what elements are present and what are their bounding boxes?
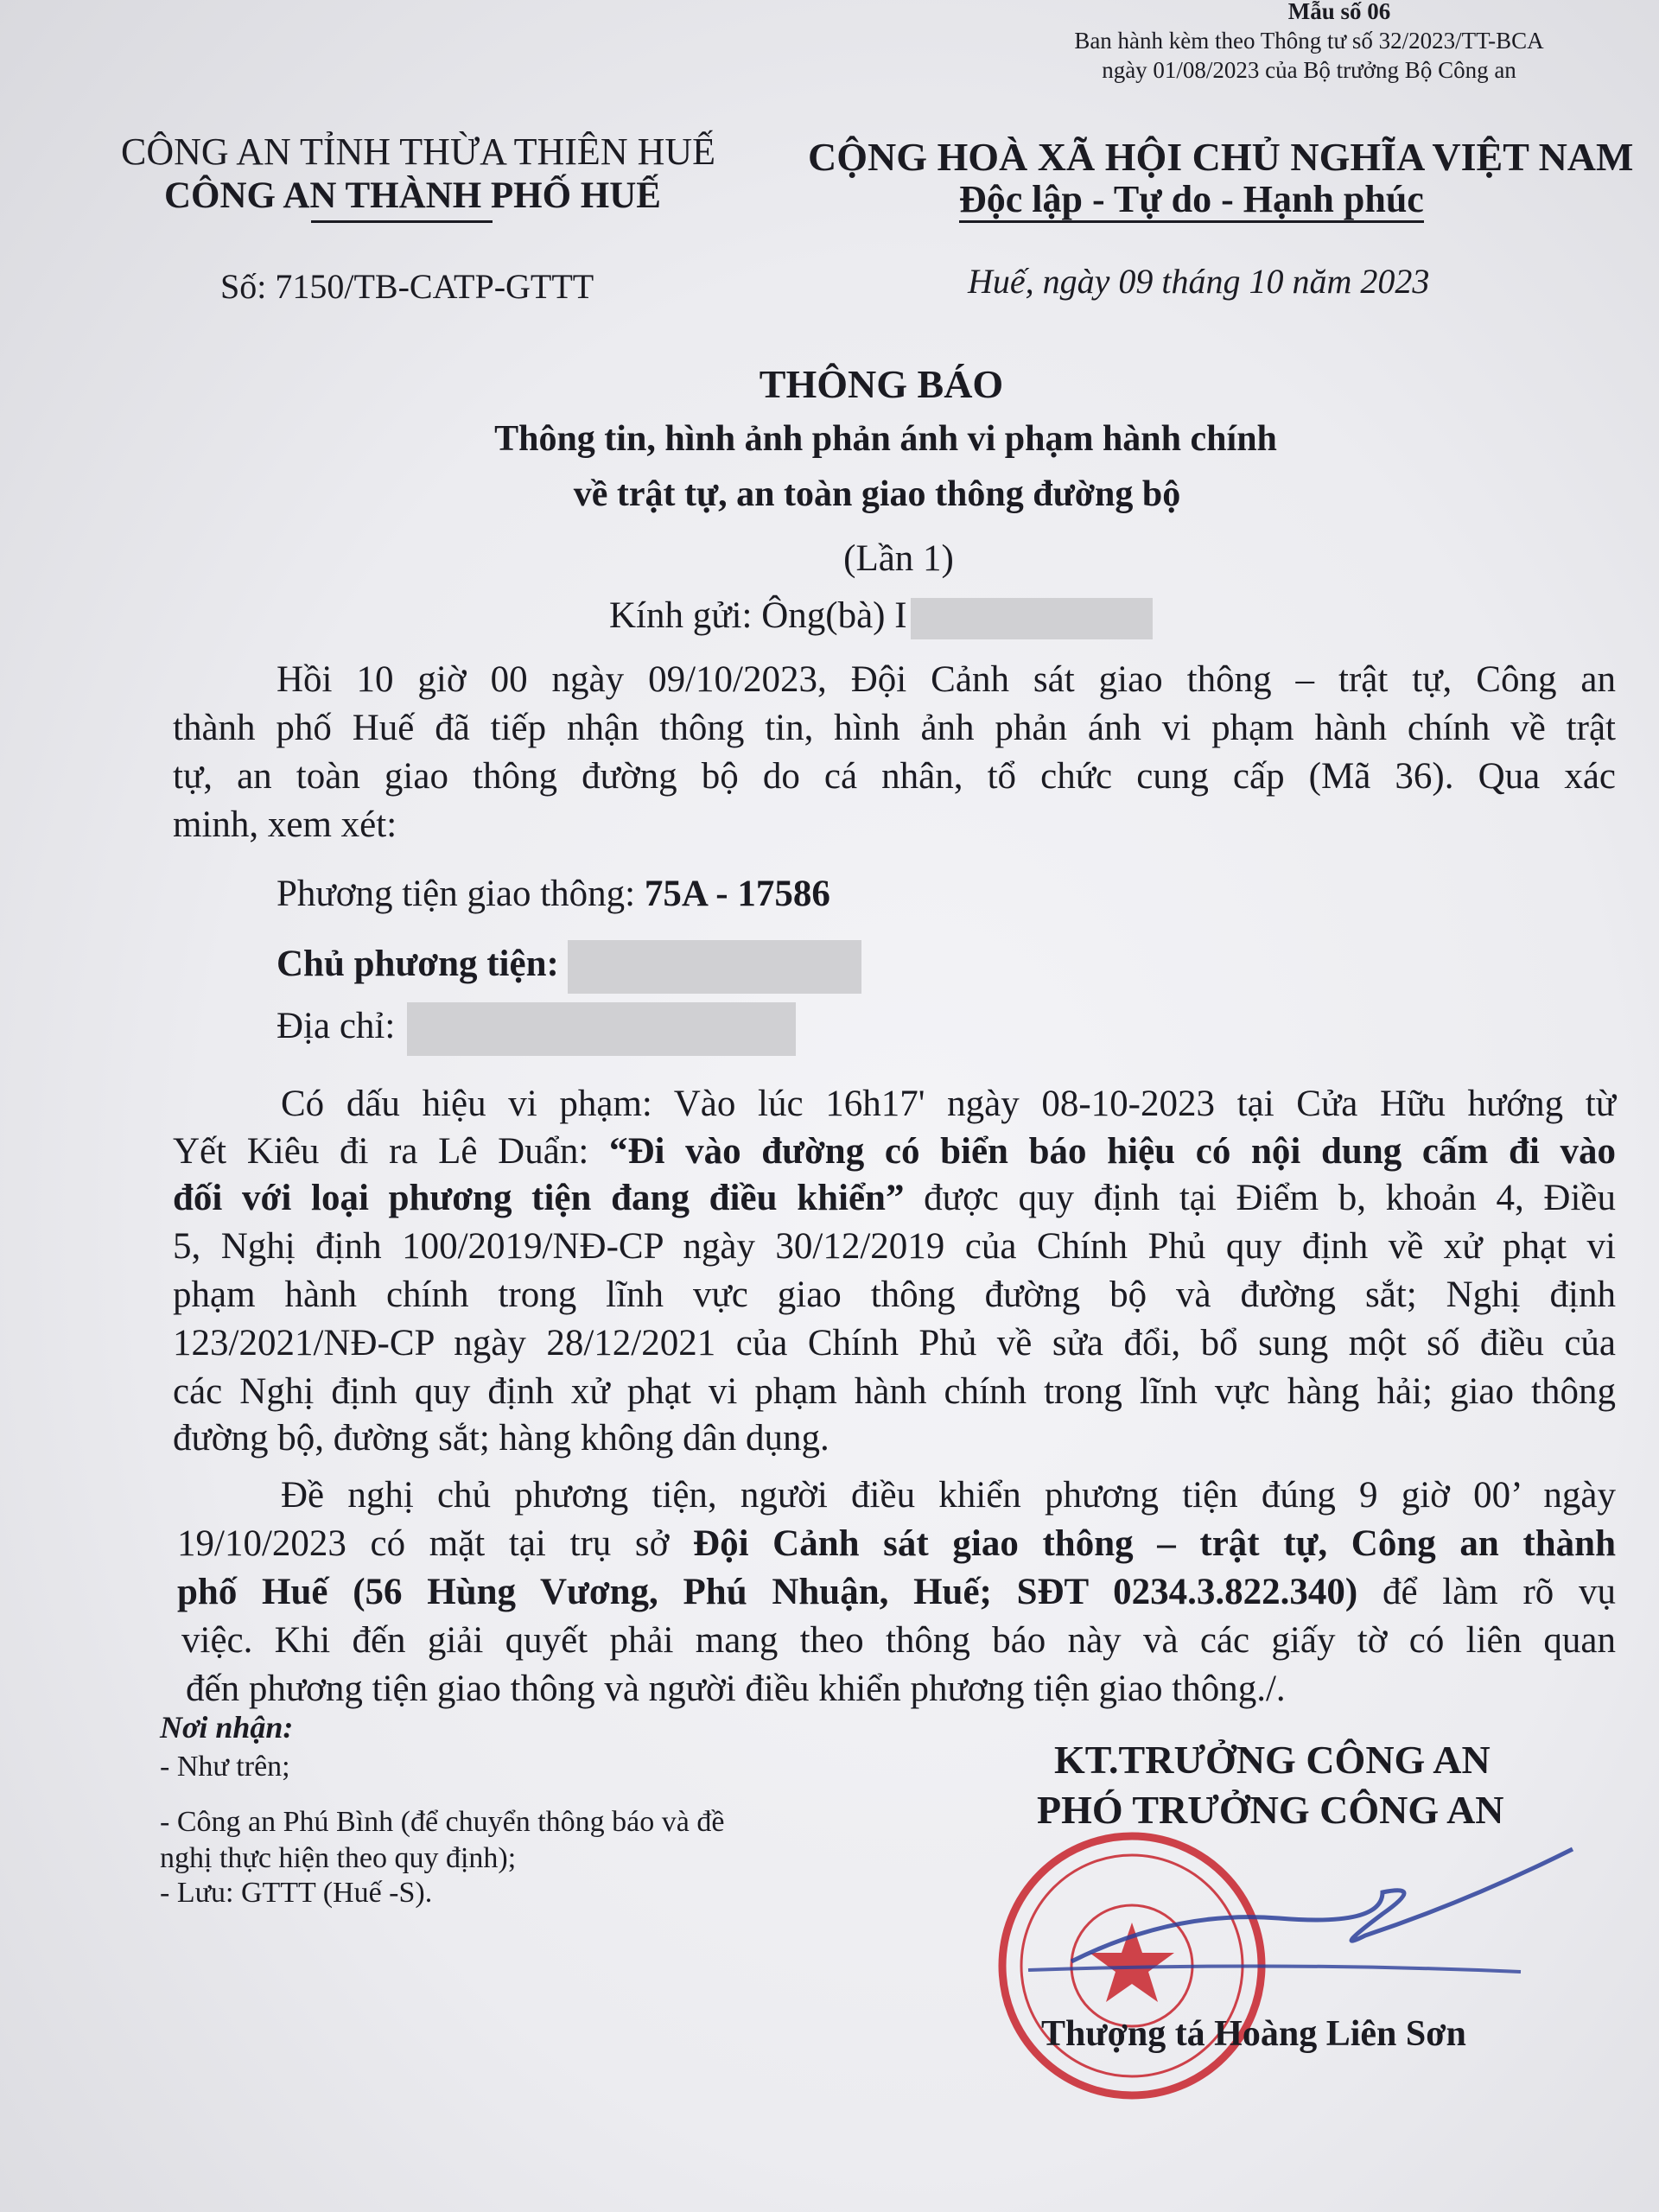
motto-text: Độc lập - Tự do - Hạnh phúc — [959, 178, 1424, 223]
para2-line-4: 5, Nghị định 100/2019/NĐ-CP ngày 30/12/2019 của Chính Phủ quy định về xử phạt vi — [173, 1226, 1616, 1267]
recipients-title: Nơi nhận: — [160, 1710, 294, 1745]
para3-line-2 — [177, 1522, 1616, 1565]
signature-title-2: PHÓ TRƯỞNG CÔNG AN — [1037, 1788, 1504, 1832]
signature-ink — [1020, 1832, 1624, 2039]
document-number: Số: 7150/TB-CATP-GTTT — [220, 267, 594, 306]
vehicle-label: Phương tiện giao thông: — [276, 874, 645, 914]
para2-line-2a: Yết Kiêu đi ra Lê Duẩn: — [173, 1131, 609, 1172]
para2-line-3 — [173, 1177, 1616, 1219]
para2-line-7: các Nghị định quy định xử phạt vi phạm hành chính trong lĩnh vực hàng hải; giao thông — [173, 1371, 1616, 1412]
owner-redacted — [568, 940, 861, 994]
issuing-org-parent: CÔNG AN TỈNH THỪA THIÊN HUẾ — [121, 130, 716, 173]
violation-quote-2: đối với loại phương tiện đang điều khiển” — [173, 1178, 905, 1218]
para2-line-6: 123/2021/NĐ-CP ngày 28/12/2021 của Chính Phủ về sửa đổi, bổ sung một số điều của — [173, 1323, 1616, 1363]
motto — [959, 177, 1424, 221]
para1-line-3: tự, an toàn giao thông đường bộ do cá nhân, tổ chức cung cấp (Mã 36). Qua xác — [173, 756, 1616, 797]
para3-line-4: việc. Khi đến giải quyết phải mang theo thông báo này và các giấy tờ có liên quan — [181, 1620, 1616, 1661]
place-date: Huế, ngày 09 tháng 10 năm 2023 — [968, 262, 1430, 301]
vehicle-plate: 75A - 17586 — [644, 874, 830, 914]
para3-line-5: đến phương tiện giao thông và người điều khiển phương tiện giao thông./. — [186, 1669, 1286, 1709]
form-reference-line-1: Ban hành kèm theo Thông tư số 32/2023/TT-BCA — [1074, 28, 1544, 54]
issuing-org — [164, 175, 661, 217]
recipient-item-1: - Như trên; — [160, 1751, 290, 1783]
form-reference-line-2: ngày 01/08/2023 của Bộ trưởng Bộ Công an — [1102, 57, 1516, 83]
address-field — [276, 1002, 796, 1056]
para2-line-1: Có dấu hiệu vi phạm: Vào lúc 16h17' ngày 08-10-2023 tại Cửa Hữu hướng từ — [281, 1084, 1616, 1124]
para3-line-3 — [177, 1571, 1616, 1613]
recipient-line — [609, 594, 1153, 639]
document-title: THÔNG BÁO — [759, 362, 1004, 406]
nation-title: CỘNG HOÀ XÃ HỘI CHỦ NGHĨA VIỆT NAM — [808, 135, 1634, 179]
document-subtitle-2: về trật tự, an toàn giao thông đường bộ — [573, 474, 1181, 514]
form-reference — [1024, 0, 1594, 85]
recipient-name-redacted — [911, 598, 1153, 639]
vehicle-field — [276, 873, 830, 915]
form-number: Mẫu số 06 — [1287, 0, 1391, 24]
violation-quote-1: “Đi vào đường có biển báo hiệu có nội dung cấm đi vào — [608, 1131, 1616, 1172]
para2-line-8: đường bộ, đường sắt; hàng không dân dụng. — [173, 1418, 830, 1459]
recipient-item-3: nghị thực hiện theo quy định); — [160, 1842, 517, 1874]
address-redacted — [407, 1002, 796, 1056]
para1-line-2: thành phố Huế đã tiếp nhận thông tin, hình ảnh phản ánh vi phạm hành chính về trật — [173, 708, 1616, 748]
para3-line-3b: để làm rõ vụ — [1357, 1572, 1616, 1612]
para3-line-2a: 19/10/2023 có mặt tại trụ sở — [177, 1523, 694, 1564]
signature-title-1: KT.TRƯỞNG CÔNG AN — [1054, 1738, 1491, 1782]
owner-label: Chủ phương tiện: — [276, 943, 559, 984]
para2-line-3b: được quy định tại Điểm b, khoản 4, Điều — [904, 1178, 1616, 1218]
para2-line-5: phạm hành chính trong lĩnh vực giao thông đường bộ và đường sắt; Nghị định — [173, 1274, 1616, 1315]
recipient-label: Kính gửi: Ông(bà) I — [609, 595, 907, 636]
police-unit: Đội Cảnh sát giao thông – trật tự, Công an thành — [693, 1523, 1616, 1564]
recipient-item-4: - Lưu: GTTT (Huế -S). — [160, 1877, 433, 1909]
para1-line-1: Hồi 10 giờ 00 ngày 09/10/2023, Đội Cảnh sát giao thông – trật tự, Công an — [276, 659, 1616, 700]
signer-name: Thượng tá Hoàng Liên Sơn — [1041, 2014, 1466, 2054]
police-address: phố Huế (56 Hùng Vương, Phú Nhuận, Huế; SĐT 0234.3.822.340) — [177, 1572, 1358, 1612]
owner-field — [276, 940, 861, 994]
recipient-item-2: - Công an Phú Bình (để chuyển thông báo và đề — [160, 1806, 725, 1838]
issuing-org-text: CÔNG AN THÀNH PHỐ HUẾ — [164, 175, 661, 216]
org-underline — [311, 220, 493, 223]
para3-line-1: Đề nghị chủ phương tiện, người điều khiển phương tiện đúng 9 giờ 00’ ngày — [281, 1475, 1616, 1516]
para2-line-2 — [173, 1130, 1616, 1173]
para1-line-4: minh, xem xét: — [173, 804, 397, 845]
notice-round: (Lần 1) — [843, 538, 954, 579]
document-subtitle-1: Thông tin, hình ảnh phản ánh vi phạm hành chính — [494, 419, 1277, 459]
address-label: Địa chỉ: — [276, 1005, 396, 1046]
